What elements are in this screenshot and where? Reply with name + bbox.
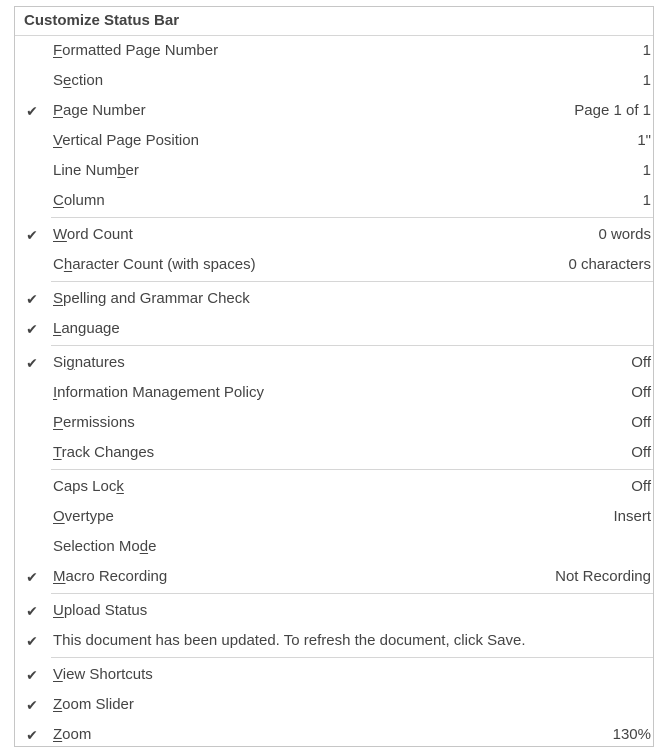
menu-item-value: 130% [612,726,651,743]
menu-item-overtype[interactable] [15,502,653,532]
menu-item-value: 1 [642,162,651,179]
checkmark-icon: ✔ [26,603,38,619]
menu-separator [51,217,653,218]
menu-item-language[interactable] [15,314,653,344]
menu-item-value: Off [631,478,651,495]
menu-item-label: Signatures [53,354,125,371]
access-key: k [116,478,124,495]
menu-item-value: Not Recording [555,568,651,585]
menu-title: Customize Status Bar [15,7,653,36]
menu-item-label: Track Changes [53,444,155,461]
access-key: S [53,290,64,307]
access-key: P [53,414,64,431]
checkmark-icon: ✔ [26,103,38,119]
menu-item-value: 0 words [598,226,651,243]
access-key: Z [53,726,63,743]
access-key: g [66,354,75,371]
menu-item-column[interactable] [15,186,653,216]
menu-item-line-number[interactable] [15,156,653,186]
menu-item-label: Macro Recording [53,568,168,585]
access-key: F [53,42,63,59]
access-key: h [63,256,73,273]
menu-separator [51,593,653,594]
menu-item-macro-recording[interactable] [15,562,653,592]
access-key: e [63,72,72,89]
menu-item-selection-mode[interactable] [15,532,653,562]
menu-item-spelling-grammar[interactable] [15,284,653,314]
menu-item-value: 1 [642,42,651,59]
menu-item-label: Upload Status [53,602,148,619]
menu-item-value: Off [631,414,651,431]
menu-item-label: Line Number [53,162,139,179]
menu-item-value: Off [631,444,651,461]
menu-item-label: Formatted Page Number [53,42,219,59]
access-key: I [53,384,58,401]
access-key: Z [53,696,63,713]
menu-item-section[interactable] [15,66,653,96]
menu-item-signatures[interactable] [15,348,653,378]
menu-separator [51,281,653,282]
menu-item-zoom-slider[interactable] [15,690,653,720]
customize-status-bar-menu [14,6,654,747]
access-key: M [53,568,66,585]
menu-item-info-mgmt-policy[interactable] [15,378,653,408]
menu-item-label: Column [53,192,105,209]
menu-item-label: Word Count [53,226,133,243]
menu-item-value: 1 [642,192,651,209]
menu-separator [51,345,653,346]
menu-item-label: View Shortcuts [53,666,153,683]
menu-item-label: Page Number [53,102,146,119]
access-key: W [53,226,67,243]
access-key: U [53,602,64,619]
access-key: V [53,666,63,683]
menu-items [15,36,653,750]
menu-item-value: 0 characters [568,256,651,273]
checkmark-icon: ✔ [26,291,38,307]
access-key: b [117,162,126,179]
menu-item-value: Off [631,384,651,401]
menu-item-view-shortcuts[interactable] [15,660,653,690]
checkmark-icon: ✔ [26,667,38,683]
menu-item-label: Character Count (with spaces) [53,256,256,273]
menu-item-label: This document has been updated. To refresh the document, click Save. [53,632,526,649]
menu-item-label: Information Management Policy [53,384,264,401]
menu-item-label: Selection Mode [53,538,157,555]
checkmark-icon: ✔ [26,633,38,649]
checkmark-icon: ✔ [26,321,38,337]
access-key: L [53,320,62,337]
menu-item-label: Zoom Slider [53,696,134,713]
menu-item-label: Spelling and Grammar Check [53,290,250,307]
menu-item-value: Page 1 of 1 [574,102,651,119]
access-key: T [53,444,62,461]
menu-item-value: Insert [613,508,651,525]
menu-item-formatted-page-number[interactable] [15,36,653,66]
access-key: V [53,132,63,149]
menu-item-label: Permissions [53,414,135,431]
menu-item-value: 1" [637,132,651,149]
menu-item-permissions[interactable] [15,408,653,438]
menu-item-label: Overtype [53,508,114,525]
menu-separator [51,657,653,658]
menu-item-vertical-page-position[interactable] [15,126,653,156]
access-key: P [53,102,64,119]
checkmark-icon: ✔ [26,227,38,243]
menu-item-value: 1 [642,72,651,89]
access-key: C [53,192,64,209]
menu-item-caps-lock[interactable] [15,472,653,502]
checkmark-icon: ✔ [26,355,38,371]
checkmark-icon: ✔ [26,697,38,713]
menu-item-value: Off [631,354,651,371]
checkmark-icon: ✔ [26,569,38,585]
menu-item-word-count[interactable] [15,220,653,250]
access-key: d [139,538,149,555]
access-key: O [53,508,65,525]
menu-item-label: Language [53,320,120,337]
menu-separator [51,469,653,470]
menu-item-label: Section [53,72,104,89]
checkmark-icon: ✔ [26,727,38,743]
menu-item-track-changes[interactable] [15,438,653,468]
menu-item-document-updates[interactable] [15,626,653,656]
menu-item-label: Zoom [53,726,92,743]
menu-item-character-count[interactable] [15,250,653,280]
menu-item-label: Caps Lock [53,478,124,495]
menu-item-zoom[interactable] [15,720,653,750]
menu-item-label: Vertical Page Position [53,132,199,149]
menu-item-upload-status[interactable] [15,596,653,626]
menu-item-page-number[interactable] [15,96,653,126]
